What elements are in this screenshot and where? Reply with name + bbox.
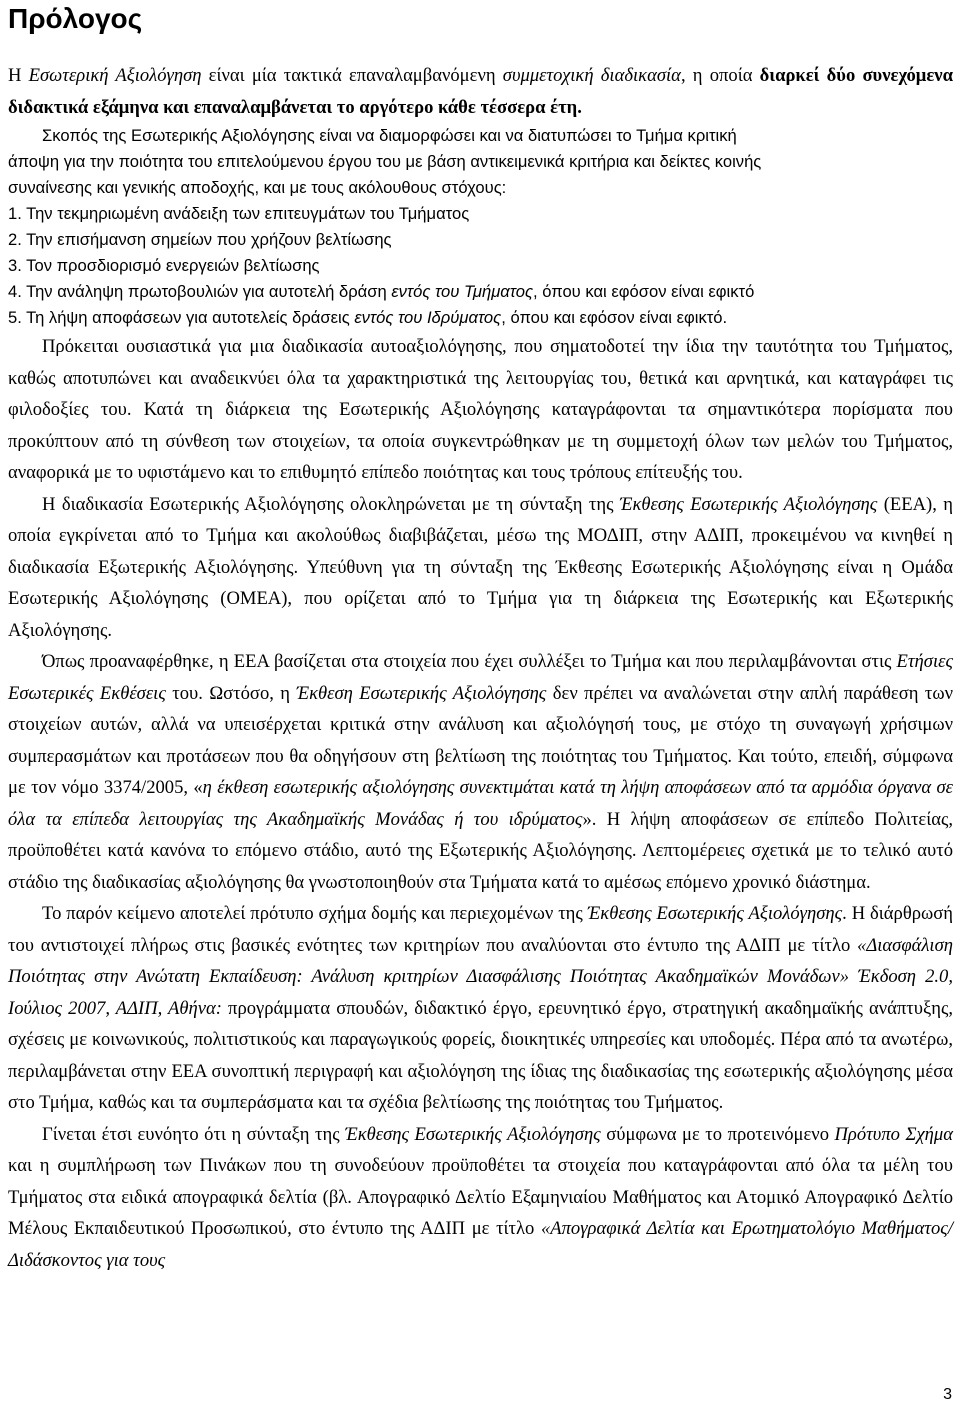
intro-bold-text: διαρκεί δύο συνεχόμενα διδακτικά εξάμηνα και επαναλαμβάνεται το αργότερο κάθε τέσσερα έτη. [8,65,953,118]
purpose-line: συναίνεσης και γενικής αποδοχής, και με τους ακόλουθους στόχους: [8,178,507,197]
para-text: ». Η λήψη αποφάσεων σε επίπεδο Πολιτείας, προϋποθέτει κατά κανόνα το επόμενο στάδιο, αυτό της Εξωτερικής Αξιολόγησης. Λεπτομέρειες σχετικά με το τελικό αυτό στάδιο της διαδικασίας αξιολόγησης θα γνωστοποιηθούν στα Τμήματα κατά το αμέσως επόμενο χρονικό διάστημα. [8,808,953,893]
goal-text: 4. Την ανάληψη πρωτοβουλιών για αυτοτελή δράση [8,282,392,301]
page-title: Πρόλογος [8,3,143,34]
para-italic: Έκθεσης Εσωτερικής Αξιολόγησης [587,903,843,924]
para-text: Όπως προαναφέρθηκε, η ΕΕΑ βασίζεται στα στοιχεία που έχει συλλέξει το Τμήμα και που περιλαμβάνονται στις [42,651,897,672]
para-text: προγράμματα σπουδών, διδακτικό έργο, ερευνητικό έργο, στρατηγική ακαδημαϊκής ανάπτυξης, σχέσεις με κοινωνικούς, πολιτιστικούς και παραγωγικούς φορείς, διοικητικές υπηρεσίες και υποδομές. Πέρα από τα ανωτέρω, περιλαμβάνεται στην ΕΕΑ συνοπτική περιγραφή και αξιολόγηση της ίδιας της διαδικασίας της εσωτερικής αξιολόγησης μέσα στο Τμήμα, καθώς και τα συμπεράσματα και τα σχέδια βελτίωσης της ποιότητας του Τμήματος. [8,997,953,1113]
intro-text: είναι μία τακτικά επαναλαμβανόμενη [201,65,503,86]
purpose-and-goals [8,123,953,331]
para-italic: Πρότυπο Σχήμα [834,1123,953,1145]
para-text: σύμφωνα με το προτεινόμενο [600,1123,835,1145]
goal-item [8,279,953,305]
goal-item: 3. Τον προσδιορισμό ενεργειών βελτίωσης [8,256,320,275]
paragraph-self-evaluation: Πρόκειται ουσιαστικά για μια διαδικασία αυτοαξιολόγησης, που σηματοδοτεί την ίδια την ταυτότητα του Τμήματος, καθώς αποτυπώνει και αναδεικνύει όλα τα χαρακτηριστικά της λειτουργίας του, θετικά και αρνητικά, και καταγράφει τις φιλοδοξίες του. Κατά τη διάρκεια της Εσωτερικής Αξιολόγησης καταγράφονται τα σημαντικότερα πορίσματα που προκύπτουν από τη σύνθεση των στοιχείων, τα οποία συγκεντρώθηκαν με τη συμμετοχή όλων των μελών του Τμήματος, αναφορικά με το υφιστάμενο και το επιθυμητό επίπεδο ποιότητας και τους τρόπους επίτευξής του. [8,336,953,483]
paragraph-eea-process [8,489,953,647]
goal-italic: εντός του Ιδρύματος [354,308,502,327]
para-italic: Έκθεσης Εσωτερικής Αξιολόγησης [619,493,878,515]
para-text: Το παρόν κείμενο αποτελεί πρότυπο σχήμα δομής και περιεχομένων της [42,903,588,924]
para-italic-quote: η έκθεση εσωτερικής αξιολόγησης συνεκτιμάται κατά τη λήψη αποφάσεων από τα αρμόδια όργανα σε όλα τα επίπεδα λειτουργίας της Ακαδημαϊκής Μονάδας ή του ιδρύματος [8,777,953,830]
para-italic: Έκθεση Εσωτερικής Αξιολόγησης [296,682,547,704]
goal-italic: εντός του Τμήματος [391,282,534,301]
para-italic-citation: «Διασφάλιση Ποιότητας στην Ανώτατη Εκπαίδευση: Ανάλυση κριτηρίων Διασφάλισης Ποιότητας Ακαδημαϊκών Μονάδων» Έκδοση 2.0, Ιούλιος 2007, ΑΔΙΠ, Αθήνα: [8,934,953,1019]
goal-item: 2. Την επισήμανση σημείων που χρήζουν βελτίωσης [8,230,392,249]
intro-italic-term: Εσωτερική Αξιολόγηση [28,65,202,86]
paragraph-template-structure [8,898,953,1119]
para-text: . Η διάρθρωσή του αντιστοιχεί πλήρως στις βασικές ενότητες των κριτηρίων που αναλύονται στο έντυπο της ΑΔΙΠ με τίτλο [8,903,954,956]
para-italic-citation: «Απογραφικά Δελτία και Ερωτηματολόγιο Μαθήματος/Διδάσκοντος για τους [8,1218,954,1271]
para-italic: Έκθεσης Εσωτερικής Αξιολόγησης [345,1123,601,1145]
para-text: δεν πρέπει να αναλώνεται στην απλή παράθεση των στοιχείων αυτών, αλλά να υπεισέρχεται κριτικά στην ανάλυση και αξιολόγησή τους, με στόχο τη συναγωγή χρήσιμων συμπερασμάτων και προτάσεων που θα οδηγήσουν στη βελτίωση της ποιότητας του Τμήματος. Και τούτο, επειδή, σύμφωνα με τον νόμο 3374/2005, « [8,682,954,798]
goal-item: 1. Την τεκμηριωμένη ανάδειξη των επιτευγμάτων του Τμήματος [8,204,470,223]
purpose-line: Σκοπός της Εσωτερικής Αξιολόγησης είναι να διαμορφώσει και να διατυπώσει το Τμήμα κριτική [42,126,737,145]
para-italic: Ετήσιες Εσωτερικές Εκθέσεις [8,651,953,704]
intro-text: Η [8,65,29,86]
para-text: Γίνεται έτσι ευνόητο ότι η σύνταξη της [42,1123,346,1145]
page-number: 3 [943,1386,952,1403]
goal-text: , όπου και εφόσον είναι εφικτό. [501,308,728,327]
goal-text: , όπου και εφόσον είναι εφικτό [533,282,755,301]
para-text: (ΕΕΑ), η οποία εγκρίνεται από το Τμήμα και ακολούθως διαβιβάζεται, μέσω της ΜΟΔΙΠ, στην ΑΔΙΠ, προκειμένου να κινηθεί η διαδικασία Εξωτερικής Αξιολόγησης. Υπεύθυνη για τη σύνταξη της Έκθεσης Εσωτερικής Αξιολόγησης είναι η Ομάδα Εσωτερικής Αξιολόγησης (ΟΜΕΑ), που ορίζεται από το Τμήμα για τη διάρκεια της Εσωτερικής και Εξωτερικής Αξιολόγησης. [8,493,953,641]
purpose-line: άποψη για την ποιότητα του επιτελούμενου έργου του με βάση αντικειμενικά κριτήρια και δείκτες κοινής [8,152,762,171]
para-text: του. Ωστόσο, η [165,682,297,704]
intro-paragraph [8,60,953,123]
goal-item [8,305,953,331]
intro-text: , η οποία [680,65,760,86]
paragraph-eea-basis [8,646,953,898]
para-text: και η συμπλήρωση των Πινάκων που τη συνοδεύουν προϋποθέτει τα στοιχεία που καταγράφονται από όλα τα μέλη του Τμήματος στα ειδικά απογραφικά δελτία (βλ. Απογραφικό Δελτίο Εξαμηνιαίου Μαθήματος και Ατομικό Απογραφικό Δελτίο Μέλους Εκπαιδευτικού Προσωπικού, στο έντυπο της ΑΔΙΠ με τίτλο [8,1155,953,1239]
paragraph-data-collection [8,1119,953,1277]
goal-text: 5. Τη λήψη αποφάσεων για αυτοτελείς δράσεις [8,308,355,327]
intro-italic-term: συμμετοχική διαδικασία [502,65,681,86]
para-text: Η διαδικασία Εσωτερικής Αξιολόγησης ολοκληρώνεται με τη σύνταξη της [42,493,620,515]
